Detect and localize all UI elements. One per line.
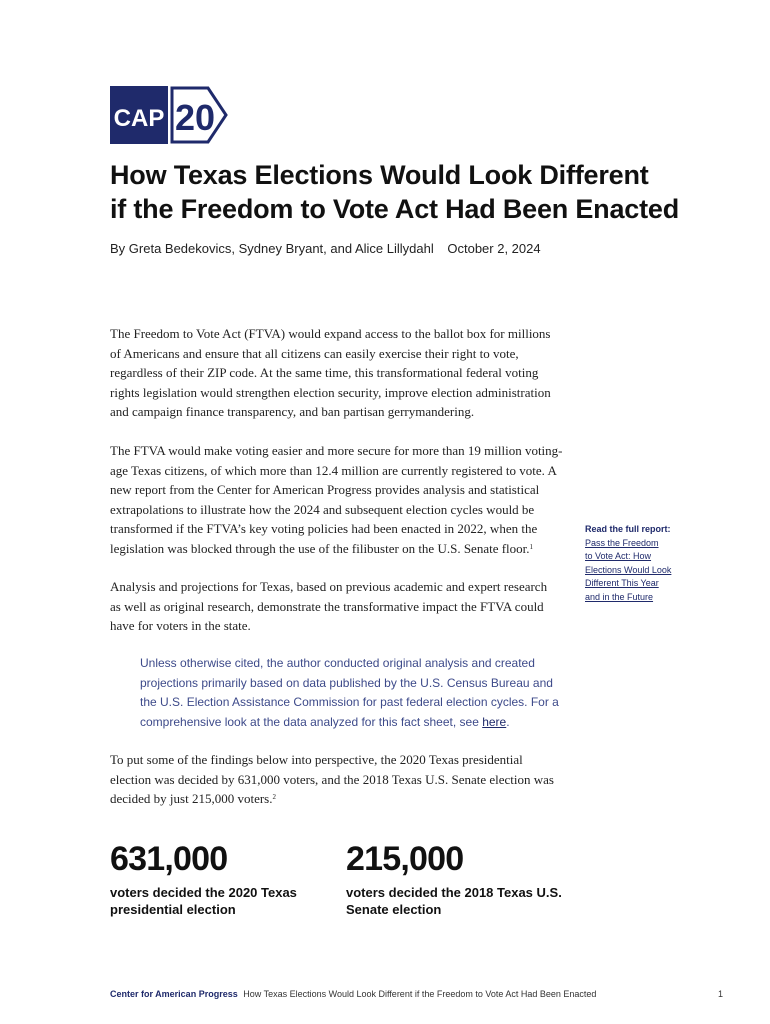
text-line: have for voters in the state. xyxy=(110,618,251,633)
text-line: and campaign finance transparency, and ban partisan gerrymandering. xyxy=(110,404,475,419)
text-line: transformed if the FTVA’s key voting policies had been enacted in 2022, when the xyxy=(110,521,538,536)
report-link-line[interactable]: Different This Year xyxy=(585,578,659,588)
stat-description: voters decided the 2018 Texas U.S. Senate election xyxy=(346,885,562,917)
text-line: as well as original research, demonstrate the transformative impact the FTVA could xyxy=(110,598,544,614)
byline-authors: By Greta Bedekovics, Sydney Bryant, and Alice Lillydahl xyxy=(110,241,434,256)
text-line: new report from the Center for American Progress provides analysis and statistical xyxy=(110,482,540,497)
title-line: How Texas Elections Would Look Different xyxy=(110,160,649,190)
text-line: To put some of the findings below into perspective, the 2020 Texas presidential xyxy=(110,752,523,767)
text-line: The FTVA would make voting easier and more secure for more than 19 million voting- xyxy=(110,443,563,458)
footnote-marker[interactable]: 1 xyxy=(529,542,534,551)
report-link-line[interactable]: Elections Would Look xyxy=(585,564,672,575)
stat-number: 215,000 xyxy=(346,840,464,878)
paragraph-intro xyxy=(110,324,580,422)
title-line: if the Freedom to Vote Act Had Been Enacted xyxy=(110,194,679,224)
text-line: rights legislation would strengthen election security, improve election administration xyxy=(110,384,551,400)
note-line-prefix: comprehensive look at the data analyzed for this fact sheet, see xyxy=(140,714,483,729)
text-line-content: legislation was blocked through the use of the filibuster on the U.S. Senate floor. xyxy=(110,540,530,556)
byline xyxy=(110,241,541,257)
text-line xyxy=(110,539,580,559)
here-link[interactable]: here xyxy=(482,714,507,729)
page-footer xyxy=(110,988,725,1000)
text-line: of Americans and ensure that all citizens can easily exercise their right to vote, xyxy=(110,345,519,361)
note-line: the U.S. Election Assistance Commission for past federal election cycles. For a xyxy=(140,695,559,709)
report-link-line[interactable]: to Vote Act: How xyxy=(585,551,652,561)
text-line: age Texas citizens, of which more than 12.4 million are currently registered to vote. A xyxy=(110,462,557,478)
stat-2018-senate xyxy=(346,838,566,918)
note-line-suffix: . xyxy=(506,714,510,729)
text-line: extrapolations to illustrate how the 2024 and subsequent election cycles would be xyxy=(110,501,535,517)
note-line: projections primarily based on data published by the U.S. Census Bureau and xyxy=(140,675,553,690)
logo-cap-text: CAP xyxy=(113,105,165,132)
text-line: The Freedom to Vote Act (FTVA) would expand access to the ballot box for millions xyxy=(110,326,551,341)
report-link-line[interactable]: and in the Future xyxy=(585,591,654,602)
text-line: regardless of their ZIP code. At the same time, this transformational federal voting xyxy=(110,365,539,380)
byline-date: October 2, 2024 xyxy=(447,241,541,256)
methodology-note xyxy=(140,654,570,732)
paragraph-analysis xyxy=(110,577,580,636)
cap20-logo-mark xyxy=(110,86,228,144)
paragraph-perspective xyxy=(110,750,580,809)
note-line: Unless otherwise cited, the author conducted original analysis and created xyxy=(140,656,535,670)
stat-2020-presidential xyxy=(110,838,330,918)
sidebar-label: Read the full report: xyxy=(585,524,671,534)
footnote-marker[interactable]: 2 xyxy=(272,793,276,801)
stat-number: 631,000 xyxy=(110,840,228,878)
text-line xyxy=(110,789,580,809)
footer-org: Center for American Progress xyxy=(110,989,238,999)
text-line: Analysis and projections for Texas, based on previous academic and expert research xyxy=(110,579,548,594)
sidebar-full-report xyxy=(585,523,695,604)
paragraph-ftva-texas xyxy=(110,441,580,558)
text-line: election was decided by 631,000 voters, and the 2018 Texas U.S. Senate election was xyxy=(110,771,554,787)
page-title xyxy=(110,158,750,226)
page-number: 1 xyxy=(718,989,724,999)
stat-description: voters decided the 2020 Texas presidential election xyxy=(110,885,297,917)
logo-20-text: 20 xyxy=(174,97,216,138)
text-line-content: decided by just 215,000 voters. xyxy=(110,791,273,806)
footer-title: How Texas Elections Would Look Different if the Freedom to Vote Act Had Been Enacted xyxy=(243,989,597,999)
cap20-logo xyxy=(110,86,228,144)
report-link-line[interactable]: Pass the Freedom xyxy=(585,537,659,548)
note-line xyxy=(140,713,570,733)
